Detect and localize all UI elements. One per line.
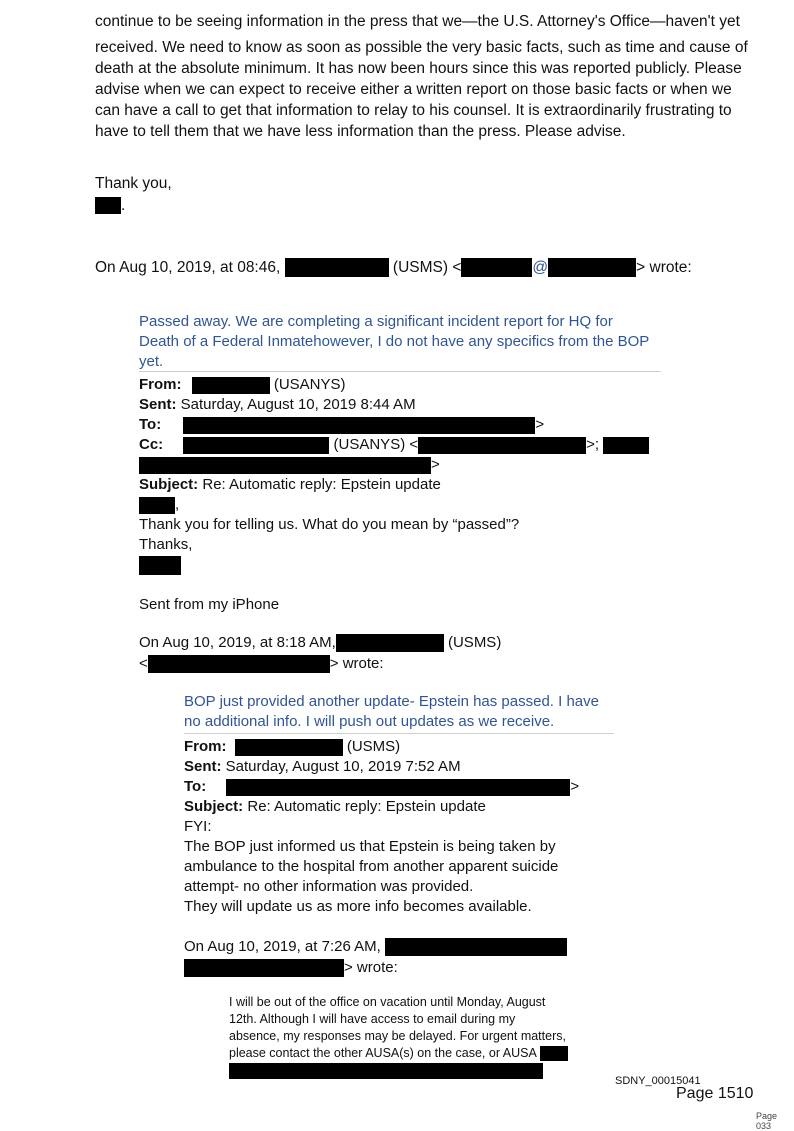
body-paragraph [95,37,775,142]
wrote-suffix: > wrote: [636,259,692,276]
reply-line: Passed away. We are completing a significant incident report for HQ for [139,313,613,330]
redaction-block [548,258,636,277]
cc-org: (USANYS) < [333,436,419,453]
paragraph-line: advise when we can expect to receive either a written report on those basic facts or when we [95,81,732,98]
to-row [139,415,639,435]
wrote-prefix: On Aug 10, 2019, at 7:26 AM, [184,938,381,955]
to-close: > [535,416,545,433]
auto-reply-line: absence, my responses may be delayed. For urgent matters, [229,1029,566,1043]
email-body-2 [184,817,604,917]
to-label: To: [184,778,207,795]
redaction-block [285,258,389,277]
sent-from-line: Sent from my iPhone [139,596,280,613]
from-org: (USANYS) [273,376,346,393]
sent-row [184,757,604,777]
body-line: Thanks, [139,536,193,553]
cc-row [139,435,639,455]
wrote-line-3 [184,937,567,957]
reply-2 [184,692,684,732]
header-divider [184,733,614,734]
redaction-block [139,556,181,575]
greeting-comma: , [175,496,180,513]
auto-reply-line: I will be out of the office on vacation until Monday, August [229,995,546,1009]
redaction-block [385,938,567,956]
redaction-block [603,437,649,454]
signature-row [139,555,659,577]
from-label: From: [184,738,227,755]
body-line: Thank you for telling us. What do you mean by “passed”? [139,516,520,533]
body-line: They will update us as more info becomes available. [184,898,532,915]
redaction-block [226,779,570,796]
subject-row [139,475,639,495]
wrote-line-2-cont [139,654,384,674]
auto-reply-line: 12th. Although I will have access to email during my [229,1012,516,1026]
from-org: (USMS) [346,738,401,755]
to-label: To: [139,416,162,433]
email-header-1 [139,375,639,495]
auto-reply-line: please contact the other AUSA(s) on the case, or AUSA [229,1045,574,1062]
to-row [184,777,604,797]
reply-1 [139,312,699,372]
redaction-block [139,457,431,474]
redaction-block [183,437,329,454]
from-label: From: [139,376,182,393]
wrote-line-3-cont [184,958,398,978]
redaction-block [235,739,343,756]
auto-reply-redacted-line [229,1062,574,1079]
body-line: ambulance to the hospital from another apparent suicide [184,858,559,875]
sent-label: Sent: [184,758,222,775]
paragraph-line: received. We need to know as soon as possible the very basic facts, such as time and cause of [95,39,748,56]
from-row [139,375,639,395]
sent-label: Sent: [139,396,177,413]
wrote-suffix: > wrote: [344,959,398,976]
wrote-prefix: On Aug 10, 2019, at 8:18 AM, [139,634,336,651]
email-body-1 [139,495,659,577]
cc-close-2: > [431,456,440,473]
subject-label: Subject: [184,798,244,815]
bates-number: SDNY_00015041 [615,1075,701,1087]
page-number: Page 1510 [676,1085,754,1102]
cc-close: >; [586,436,600,453]
body-line: FYI: [184,818,212,835]
to-close: > [570,778,580,795]
wrote-prefix: On Aug 10, 2019, at 08:46, [95,259,281,276]
subject-value: Re: Automatic reply: Epstein update [202,476,441,493]
redaction-block [148,655,330,673]
header-divider [139,371,661,372]
paragraph-line: death at the absolute minimum. It has now been hours since this was reported publicly. Please [95,60,742,77]
wrote-line-2 [139,633,501,653]
paragraph-line: have to tell them that we have less information than the press. Please advise. [95,123,626,140]
redaction-block [229,1063,543,1079]
body-line: The BOP just informed us that Epstein is being taken by [184,838,556,855]
redaction-block [540,1046,568,1061]
subject-label: Subject: [139,476,199,493]
subject-row [184,797,604,817]
redaction-block [336,634,444,652]
wrote-line-1 [95,257,692,278]
from-row [184,737,604,757]
redaction-block [183,417,535,434]
redaction-block [139,497,175,514]
reply-line: no additional info. I will push out updates as we receive. [184,713,555,730]
sent-value: Saturday, August 10, 2019 7:52 AM [225,758,461,775]
signature [95,195,125,216]
signature-period: . [121,197,126,214]
cc-row-continued [139,455,639,475]
redaction-block [95,197,121,214]
reply-line: BOP just provided another update- Epstein has passed. I have [184,693,599,710]
cc-label: Cc: [139,436,164,453]
redaction-block [418,437,586,454]
sent-value: Saturday, August 10, 2019 8:44 AM [180,396,416,413]
wrote-org: (USMS) [447,634,502,651]
subject-value: Re: Automatic reply: Epstein update [247,798,486,815]
sent-row [139,395,639,415]
email-at[interactable]: @ [532,259,549,276]
wrote-org: (USMS) < [392,259,462,276]
greeting-row [139,495,659,515]
email-header-2 [184,737,604,817]
wrote-open: < [139,655,148,672]
wrote-suffix: > wrote: [329,655,384,672]
redaction-block [192,377,270,394]
paragraph-line: can have a call to get that information to relay to his counsel. It is extraordinarily frustrating to [95,102,732,119]
closing-thanks: Thank you, [95,175,172,192]
page-number-small: Page 033 [756,1111,778,1131]
auto-reply [229,994,574,1079]
reply-line: yet. [139,353,164,370]
cut-off-line: continue to be seeing information in the press that we—the U.S. Attorney's Office—haven't yet [95,13,740,30]
body-line: attempt- no other information was provided. [184,878,474,895]
redaction-block [461,258,532,277]
reply-line: Death of a Federal Inmatehowever, I do not have any specifics from the BOP [139,333,650,350]
redaction-block [184,959,344,977]
